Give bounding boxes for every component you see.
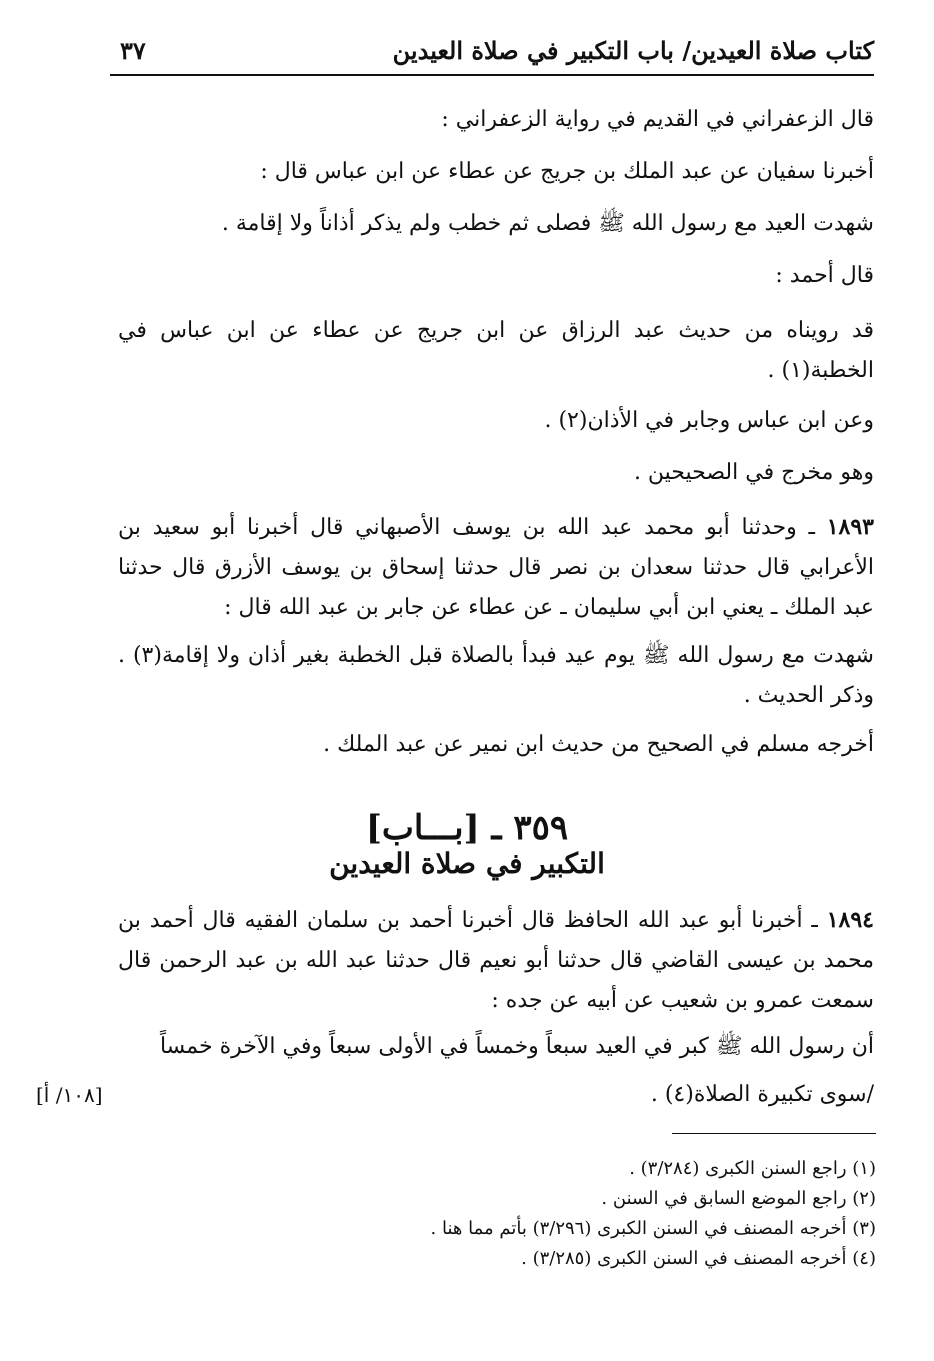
hadith-isnad: ـ أخبرنا أبو عبد الله الحافظ قال أخبرنا أحمد بن سلمان الفقيه قال أحمد بن محمد بن عيسى القاضي قال حدثنا أبو نعيم قال حدثنا عبد الله بن عبد الرحمن قال سمعت عمرو بن شعيب عن أبيه عن جده : bbox=[118, 908, 874, 1013]
hadith-number: ١٨٩٤ bbox=[826, 907, 874, 933]
hadith-matn: شهدت مع رسول الله ﷺ يوم عيد فبدأ بالصلاة قبل الخطبة بغير أذان ولا إقامة(٣) . وذكر الحديث . bbox=[118, 643, 874, 708]
hadith-number: ١٨٩٣ bbox=[826, 514, 874, 540]
running-title: كتاب صلاة العيدين/ باب التكبير في صلاة العيدين bbox=[392, 36, 874, 65]
marginal-ref: [١٠٨/ أ] bbox=[36, 1083, 103, 1107]
footnote: (١) راجع السنن الكبرى (٣/٢٨٤) . bbox=[629, 1158, 876, 1179]
text-line: وهو مخرج في الصحيحين . bbox=[633, 460, 874, 485]
text-line: شهدت العيد مع رسول الله ﷺ فصلى ثم خطب ولم يذكر أذاناً ولا إقامة . bbox=[221, 211, 874, 236]
hadith-1893 bbox=[118, 507, 874, 628]
text-line: أخبرنا سفيان عن عبد الملك بن جريج عن عطاء عن ابن عباس قال : bbox=[260, 159, 874, 184]
page-number: ٣٧ bbox=[120, 36, 146, 65]
footnote-divider bbox=[672, 1133, 876, 1134]
footnote: (٣) أخرجه المصنف في السنن الكبرى (٣/٢٩٦) بأتم مما هنا . bbox=[430, 1218, 876, 1239]
footnote: (٤) أخرجه المصنف في السنن الكبرى (٣/٢٨٥) . bbox=[521, 1248, 876, 1269]
hadith-isnad: ـ وحدثنا أبو محمد عبد الله بن يوسف الأصبهاني قال أخبرنا أبو سعيد بن الأعرابي قال حدثنا سعدان بن نصر قال حدثنا إسحاق بن يوسف الأزرق قال حدثنا عبد الملك ـ يعني ابن أبي سليمان ـ عن عطاء عن جابر بن عبد الله قال : bbox=[118, 515, 874, 620]
section-number: ٣٥٩ ـ [بـــاب] bbox=[365, 808, 569, 848]
text-line: /سوى تكبيرة الصلاة(٤) . bbox=[650, 1082, 874, 1107]
takhrij-line: أخرجه مسلم في الصحيح من حديث ابن نمير عن عبد الملك . bbox=[323, 732, 874, 757]
text-line: قال أحمد : bbox=[775, 263, 874, 288]
section-title: التكبير في صلاة العيدين bbox=[329, 847, 605, 880]
running-header bbox=[110, 30, 874, 76]
hadith-1894 bbox=[118, 900, 874, 1021]
text-line: قال الزعفراني في القديم في رواية الزعفراني : bbox=[441, 107, 874, 132]
text-line: وعن ابن عباس وجابر في الأذان(٢) . bbox=[544, 408, 874, 433]
text-paragraph: قد رويناه من حديث عبد الرزاق عن ابن جريج عن عطاء عن ابن عباس في الخطبة(١) . bbox=[118, 318, 874, 383]
footnote: (٢) راجع الموضع السابق في السنن . bbox=[601, 1188, 876, 1209]
text-line: أن رسول الله ﷺ كبر في العيد سبعاً وخمساً في الأولى سبعاً وفي الآخرة خمساً bbox=[159, 1034, 874, 1059]
